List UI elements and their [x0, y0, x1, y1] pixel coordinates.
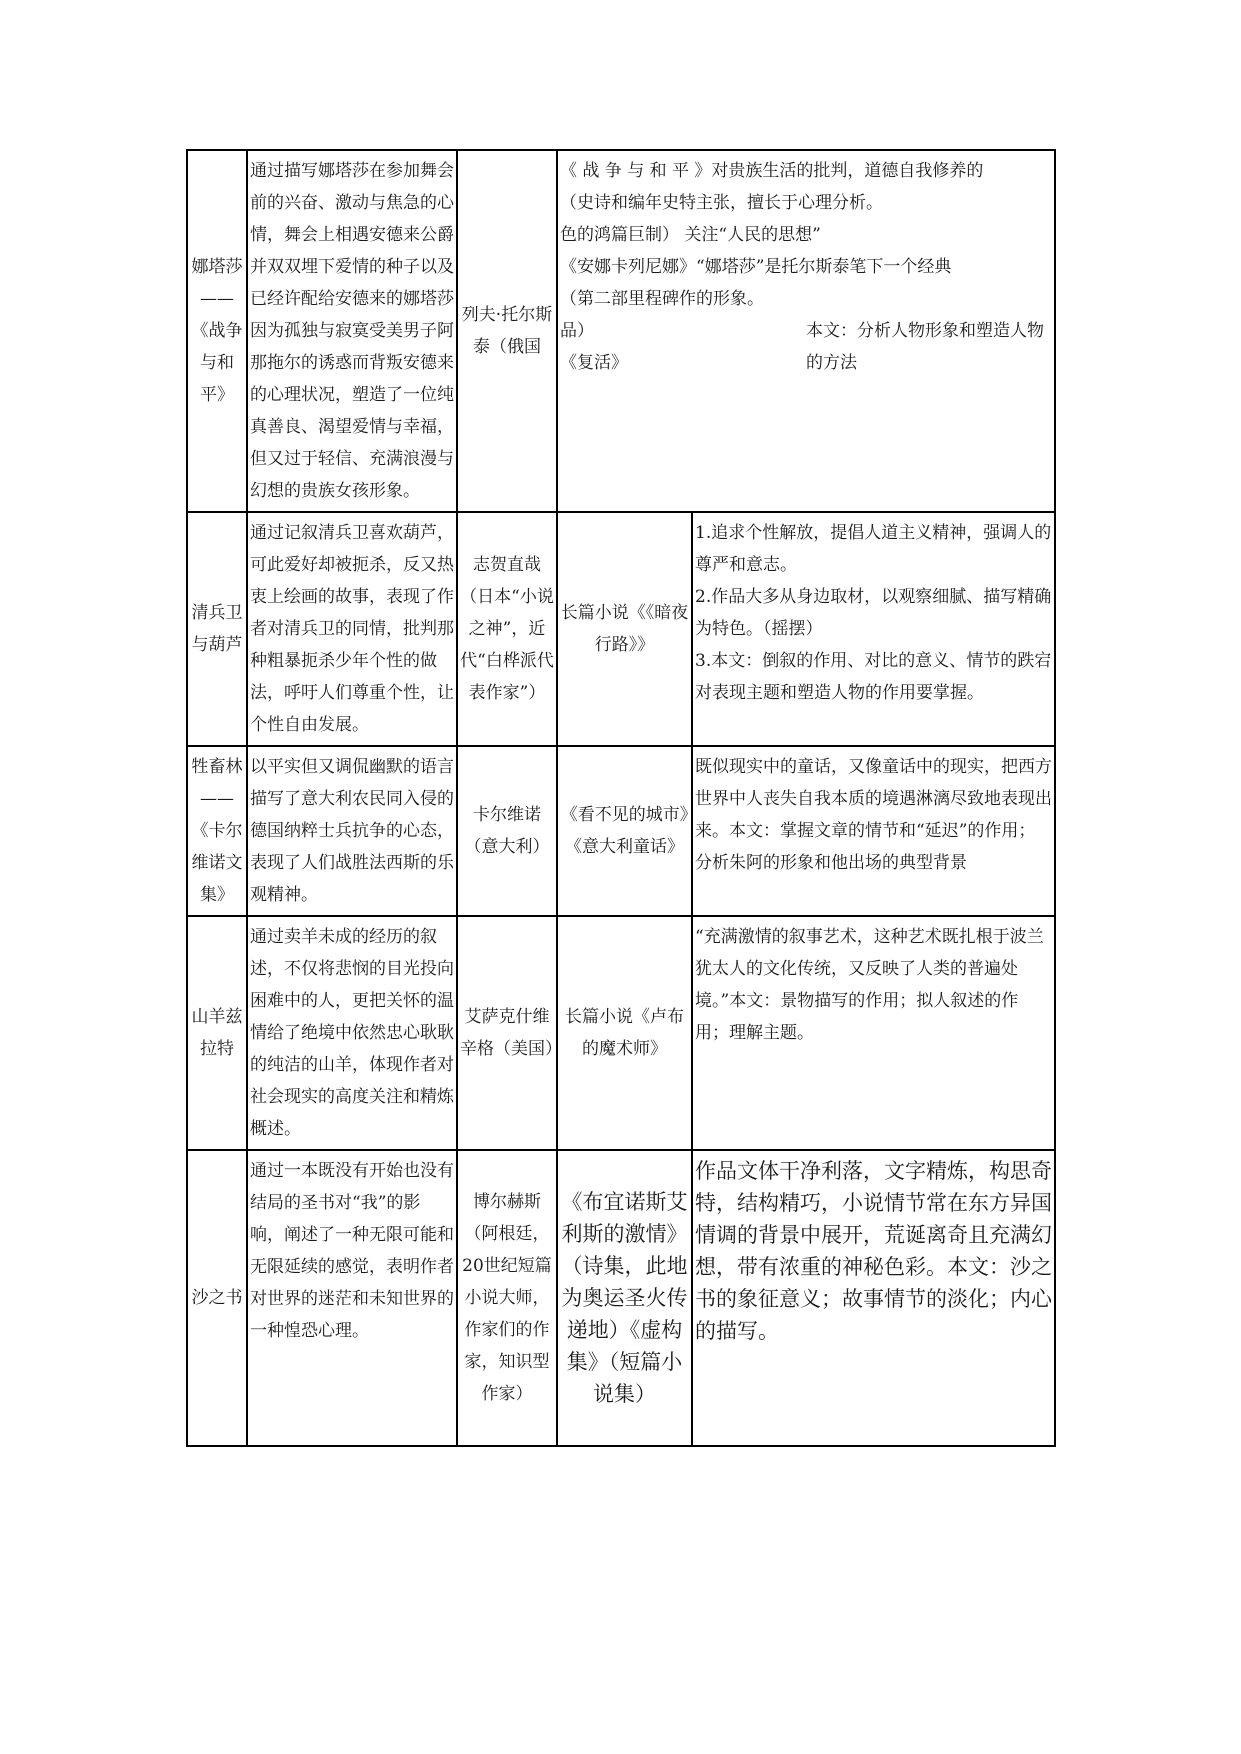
- summary-cell: 通过描写娜塔莎在参加舞会前的兴奋、激动与焦急的心情，舞会上相遇安德来公爵并双双埋下爱情的种子以及已经许配给安德来的娜塔莎因为孤独与寂寞受美男子阿那拖尔的诱惑而背叛安德来的心理状况，塑造了一位纯真善良、渴望爱情与幸福，但又过于轻信、充满浪漫与幻想的贵族女孩形象。: [247, 150, 457, 512]
- document-page: [186, 149, 1054, 1447]
- works-cell: 《布宜诺斯艾利斯的激情》（诗集，此地为奥运圣火传递地）《虚构集》（短篇小说集）: [557, 1150, 692, 1446]
- table-row: [187, 746, 1055, 916]
- summary-cell: 通过一本既没有开始也没有结局的圣书对“我”的影响，阐述了一种无限可能和无限延续的感觉，表明作者对世界的迷茫和未知世界的一种惶恐心理。: [247, 1150, 457, 1446]
- table-row: [187, 916, 1055, 1150]
- author-cell: 列夫·托尔斯泰（俄国: [457, 150, 557, 512]
- work-title-cell: 山羊兹拉特: [187, 916, 247, 1150]
- notes-right: 本文：分析人物形象和塑造人物的方法: [806, 321, 1045, 373]
- author-cell: 志贺直哉（日本“小说之神”，近代“白桦派代表作家”）: [457, 512, 557, 746]
- table-row: [187, 150, 1055, 512]
- notes-cell: 《 战 争 与 和 平 》对贵族生活的批判，道德自我修养的 （史诗和编年史特主张，擅长于心理分析。 色的鸿篇巨制） 关注“人民的思想” 《安娜卡列尼娜》“娜塔莎”是托尔斯泰笔下一个经典 （第二部里程碑作的形象。 品） 《复活》 本文：分析人物形象和塑造人物的方法: [557, 150, 1055, 512]
- work-title-cell: 沙之书: [187, 1150, 247, 1446]
- summary-cell: 通过卖羊未成的经历的叙述，不仅将悲悯的目光投向困难中的人，更把关怀的温情给了绝境中依然忠心耿耿的纯洁的山羊，体现作者对社会现实的高度关注和精炼概述。: [247, 916, 457, 1150]
- works-cell: 长篇小说《《暗夜行路》》: [557, 512, 692, 746]
- summary-cell: 通过记叙清兵卫喜欢葫芦，可此爱好却被扼杀，反又热衷上绘画的故事，表现了作者对清兵卫的同情，批判那种粗暴扼杀少年个性的做法，呼吁人们尊重个性，让个性自由发展。: [247, 512, 457, 746]
- work-title-cell: 娜塔莎 —— 《战争 与和平》: [187, 150, 247, 512]
- works-cell: 《看不见的城市》《意大利童话》: [557, 746, 692, 916]
- author-cell: 博尔赫斯（阿根廷，20世纪短篇小说大师，作家们的作家，知识型作家）: [457, 1150, 557, 1446]
- summary-cell: 以平实但又调侃幽默的语言描写了意大利农民同入侵的德国纳粹士兵抗争的心态，表现了人们战胜法西斯的乐观精神。: [247, 746, 457, 916]
- author-cell: 艾萨克什维辛格（美国）: [457, 916, 557, 1150]
- literature-table: [186, 149, 1056, 1447]
- table-row: [187, 1150, 1055, 1446]
- notes-cell: 既似现实中的童话，又像童话中的现实，把西方世界中人丧失自我本质的境遇淋漓尽致地表现出来。本文：掌握文章的情节和“延迟”的作用；分析朱阿的形象和他出场的典型背景: [692, 746, 1055, 916]
- notes-cell: 1.追求个性解放，提倡人道主义精神，强调人的尊严和意志。 2.作品大多从身边取材，以观察细腻、描写精确为特色。（摇摆） 3.本文：倒叙的作用、对比的意义、情节的跌宕对表现主题和塑造人物的作用要掌握。: [692, 512, 1055, 746]
- author-cell: 卡尔维诺（意大利）: [457, 746, 557, 916]
- work-title-cell: 牲畜林——《卡尔维诺文集》: [187, 746, 247, 916]
- work-title-cell: 清兵卫与葫芦: [187, 512, 247, 746]
- table-row: [187, 512, 1055, 746]
- works-cell: 长篇小说《卢布的魔术师》: [557, 916, 692, 1150]
- notes-cell: 作品文体干净利落，文字精炼，构思奇特，结构精巧，小说情节常在东方异国情调的背景中展开，荒诞离奇且充满幻想，带有浓重的神秘色彩。本文：沙之书的象征意义；故事情节的淡化；内心的描写。: [692, 1150, 1055, 1446]
- notes-cell: “充满激情的叙事艺术，这种艺术既扎根于波兰犹太人的文化传统，又反映了人类的普遍处境。”本文：景物描写的作用；拟人叙述的作用；理解主题。: [692, 916, 1055, 1150]
